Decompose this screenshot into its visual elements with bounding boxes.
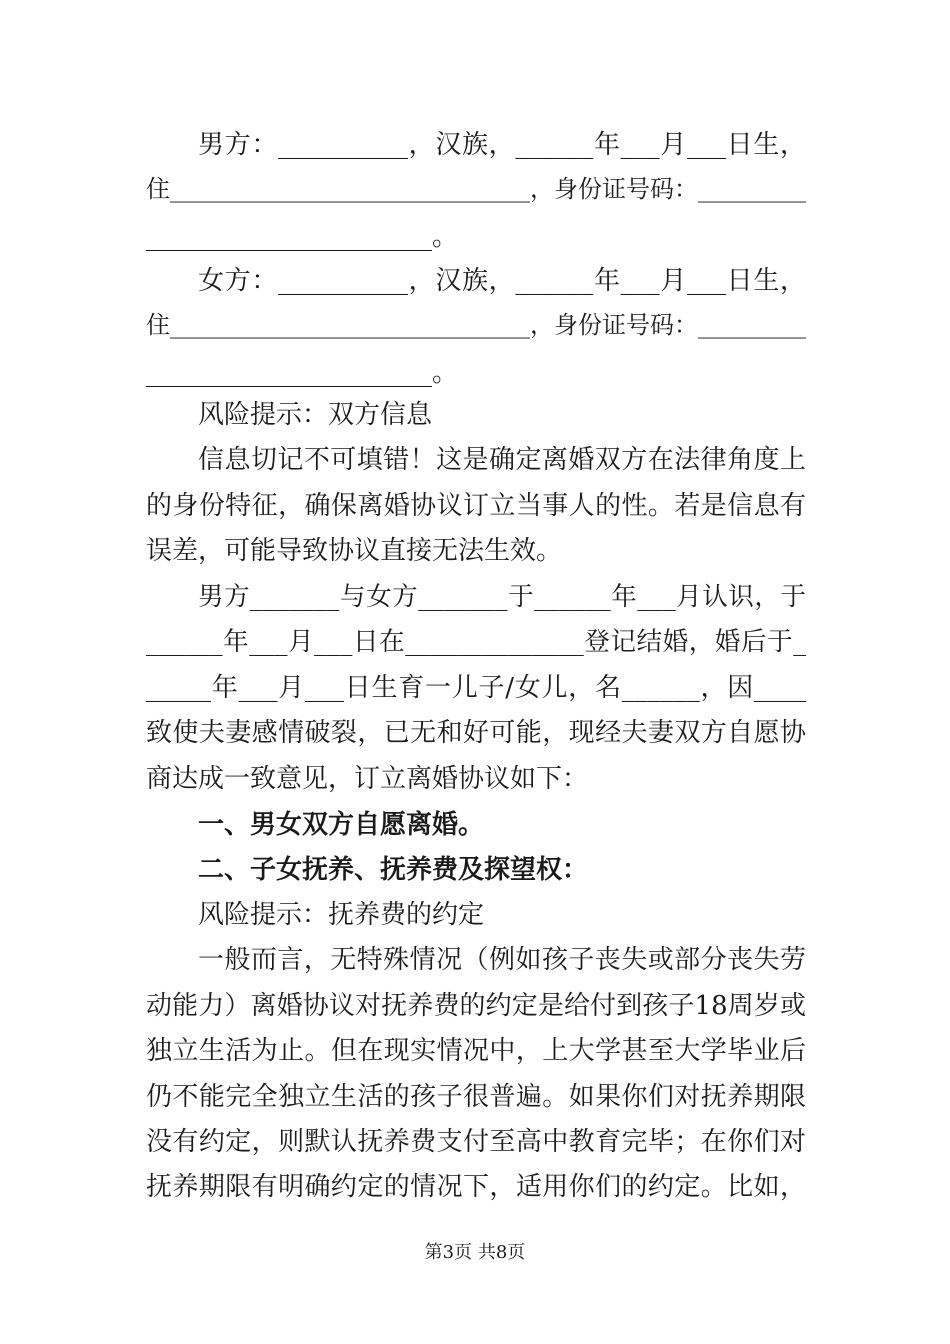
paragraph-line: _____年___月___日生育一儿子/女儿，名______，因____ (146, 673, 806, 703)
paragraph-line: 抚养期限有明确约定的情况下，适用你们的约定。比如， (146, 1172, 806, 1202)
female-party-line-2: 住______________________________，身份证号码：_________ (146, 311, 806, 339)
risk-tip-heading-2: 风险提示：抚养费的约定 (198, 900, 485, 930)
female-party-line-1: 女方：__________，汉族，______年___月___日生， (198, 266, 806, 296)
page-number-footer: 第3页 共8页 (424, 1242, 526, 1263)
paragraph-line: 动能力）离婚协议对抚养费的约定是给付到孩子18周岁或 (146, 991, 806, 1021)
paragraph-line: 一般而言，无特殊情况（例如孩子丧失或部分丧失劳 (198, 945, 806, 975)
paragraph-line: 男方_______与女方_______于______年___月认识，于 (198, 582, 806, 612)
paragraph-line: 的身份特征，确保离婚协议订立当事人的性。若是信息有 (146, 491, 806, 521)
male-party-line-2: 住______________________________，身份证号码：_________ (146, 175, 806, 203)
male-party-line-3: ______________________。 (146, 222, 459, 252)
female-party-line-3: ______________________。 (146, 358, 459, 388)
paragraph-line: ______年___月___日在______________登记结婚，婚后于_ (146, 627, 806, 657)
section-heading-2: 二、子女抚养、抚养费及探望权： (198, 855, 589, 885)
risk-tip-heading-1: 风险提示：双方信息 (198, 400, 433, 430)
paragraph-line: 独立生活为止。但在现实情况中，上大学甚至大学毕业后 (146, 1036, 806, 1066)
paragraph-line: 误差，可能导致协议直接无法生效。 (146, 536, 563, 566)
paragraph-line: 没有约定，则默认抚养费支付至高中教育完毕；在你们对 (146, 1127, 806, 1157)
section-heading-1: 一、男女双方自愿离婚。 (198, 810, 485, 840)
paragraph-line: 致使夫妻感情破裂，已无和好可能，现经夫妻双方自愿协 (146, 718, 806, 748)
paragraph-line: 仍不能完全独立生活的孩子很普遍。如果你们对抚养期限 (146, 1082, 806, 1112)
male-party-line-1: 男方：__________，汉族，______年___月___日生， (198, 130, 806, 160)
paragraph-line: 商达成一致意见，订立离婚协议如下： (146, 764, 589, 794)
paragraph-line: 信息切记不可填错！这是确定离婚双方在法律角度上 (198, 445, 806, 475)
